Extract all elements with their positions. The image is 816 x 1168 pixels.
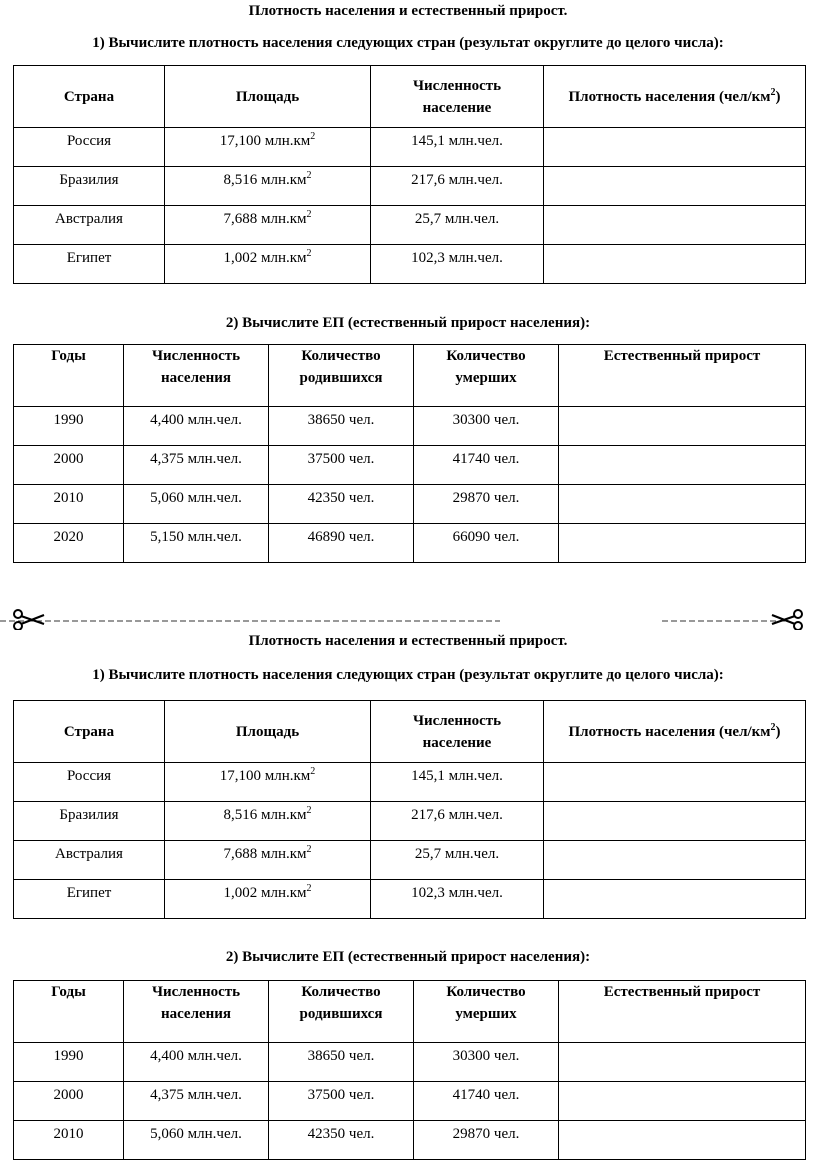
table-row [14,245,806,284]
cell-births: 42350 чел. [269,485,414,524]
cell-deaths: 29870 чел. [414,485,559,524]
cell-density-answer[interactable] [544,802,806,841]
task-2-text: 2) Вычислите ЕП (естественный прирост населения): [225,315,591,331]
cell-country: Египет [14,880,165,919]
cell-area: 8,516 $млн.км^2$ [165,167,371,206]
cell-year: 2010 [14,485,124,524]
table-row [14,128,806,167]
cell-births: 38650 чел. [269,1043,414,1082]
cell-population: 5,060 млн.чел. [124,1121,269,1160]
table-header-row [14,981,806,1043]
header-population: Численность населения [124,981,269,1043]
header-years: Годы [14,981,124,1043]
header-births: Количество родившихся [269,981,414,1043]
cell-country: Россия [14,763,165,802]
table-row [14,841,806,880]
cell-area: 7,688 $млн.км^2$ [165,206,371,245]
cell-area: 17,100 $млн.км^2$ [165,128,371,167]
cell-deaths: 30300 чел. [414,1043,559,1082]
cell-growth-answer[interactable] [559,1043,806,1082]
cell-density-answer[interactable] [544,128,806,167]
cell-deaths: 41740 чел. [414,1082,559,1121]
cell-deaths: 66090 чел. [414,524,559,563]
header-births: Количество родившихся [269,345,414,407]
cell-country: Австралия [14,841,165,880]
cell-population: 4,400 млн.чел. [124,1043,269,1082]
header-years: Годы [14,345,124,407]
cell-deaths: 30300 чел. [414,407,559,446]
cell-year: 1990 [14,1043,124,1082]
worksheet-heading: Плотность населения и естественный прирост. [248,3,568,19]
table-row [14,1082,806,1121]
cell-density-answer[interactable] [544,841,806,880]
cell-births: 37500 чел. [269,446,414,485]
cell-population: 102,3 млн.чел. [371,245,544,284]
header-country: Страна [14,701,165,763]
cut-line [0,600,816,630]
header-area: Площадь [165,66,371,128]
cell-density-answer[interactable] [544,880,806,919]
cell-deaths: 41740 чел. [414,446,559,485]
header-area: Площадь [165,701,371,763]
cell-population: 145,1 млн.чел. [371,763,544,802]
cell-growth-answer[interactable] [559,1082,806,1121]
table-header-row [14,66,806,128]
table-header-row [14,345,806,407]
density-table [13,700,806,919]
cell-births: 42350 чел. [269,1121,414,1160]
cell-country: Бразилия [14,802,165,841]
cell-population: 4,375 млн.чел. [124,1082,269,1121]
cell-births: 37500 чел. [269,1082,414,1121]
table-row [14,802,806,841]
header-density: Плотность населения $(чел/км^2)$ [544,66,806,128]
cell-growth-answer[interactable] [559,1121,806,1160]
table-row [14,1043,806,1082]
header-population: Численность населения [124,345,269,407]
cell-growth-answer[interactable] [559,524,806,563]
table-row [14,880,806,919]
task-1-text: 1) Вычислите плотность населения следующих стран (результат округлите до целого числа): [92,35,724,51]
cell-growth-answer[interactable] [559,446,806,485]
header-population: Численность население [371,701,544,763]
cell-year: 2000 [14,446,124,485]
cell-country: Бразилия [14,167,165,206]
density-table [13,65,806,284]
cell-deaths: 29870 чел. [414,1121,559,1160]
cell-population: 25,7 млн.чел. [371,206,544,245]
worksheet-heading: Плотность населения и естественный прирост. [248,633,568,649]
natural-growth-table [13,980,806,1160]
task-2-text: 2) Вычислите ЕП (естественный прирост населения): [225,949,591,965]
header-deaths: Количество умерших [414,345,559,407]
cell-density-answer[interactable] [544,763,806,802]
cell-area: 1,002 $млн.км^2$ [165,880,371,919]
header-density: Плотность населения $(чел/км^2)$ [544,701,806,763]
cell-density-answer[interactable] [544,167,806,206]
header-deaths: Количество умерших [414,981,559,1043]
cell-area: 17,100 $млн.км^2$ [165,763,371,802]
cell-population: 5,060 млн.чел. [124,485,269,524]
header-growth: Естественный прирост [559,345,806,407]
header-population: Численность население [371,66,544,128]
cell-population: 217,6 млн.чел. [371,802,544,841]
scissors-icon [14,610,44,630]
cell-population: 5,150 млн.чел. [124,524,269,563]
cell-area: 7,688 $млн.км^2$ [165,841,371,880]
cell-year: 2010 [14,1121,124,1160]
table-row [14,407,806,446]
cell-year: 2000 [14,1082,124,1121]
cell-births: 46890 чел. [269,524,414,563]
table-row [14,167,806,206]
cell-country: Египет [14,245,165,284]
cell-year: 2020 [14,524,124,563]
cell-population: 145,1 млн.чел. [371,128,544,167]
scissors-icon [772,610,802,630]
task-1-text: 1) Вычислите плотность населения следующих стран (результат округлите до целого числа): [92,667,724,683]
cell-country: Австралия [14,206,165,245]
cell-density-answer[interactable] [544,245,806,284]
table-row [14,446,806,485]
header-growth: Естественный прирост [559,981,806,1043]
table-row [14,206,806,245]
cell-population: 4,400 млн.чел. [124,407,269,446]
cell-growth-answer[interactable] [559,485,806,524]
cell-density-answer[interactable] [544,206,806,245]
cell-year: 1990 [14,407,124,446]
cell-population: 25,7 млн.чел. [371,841,544,880]
cell-area: 1,002 $млн.км^2$ [165,245,371,284]
cell-area: 8,516 $млн.км^2$ [165,802,371,841]
cell-country: Россия [14,128,165,167]
cell-population: 217,6 млн.чел. [371,167,544,206]
table-row [14,1121,806,1160]
table-row [14,763,806,802]
cell-population: 4,375 млн.чел. [124,446,269,485]
table-row [14,485,806,524]
cell-births: 38650 чел. [269,407,414,446]
table-row [14,524,806,563]
natural-growth-table [13,344,806,563]
table-header-row [14,701,806,763]
header-country: Страна [14,66,165,128]
cell-population: 102,3 млн.чел. [371,880,544,919]
cell-growth-answer[interactable] [559,407,806,446]
